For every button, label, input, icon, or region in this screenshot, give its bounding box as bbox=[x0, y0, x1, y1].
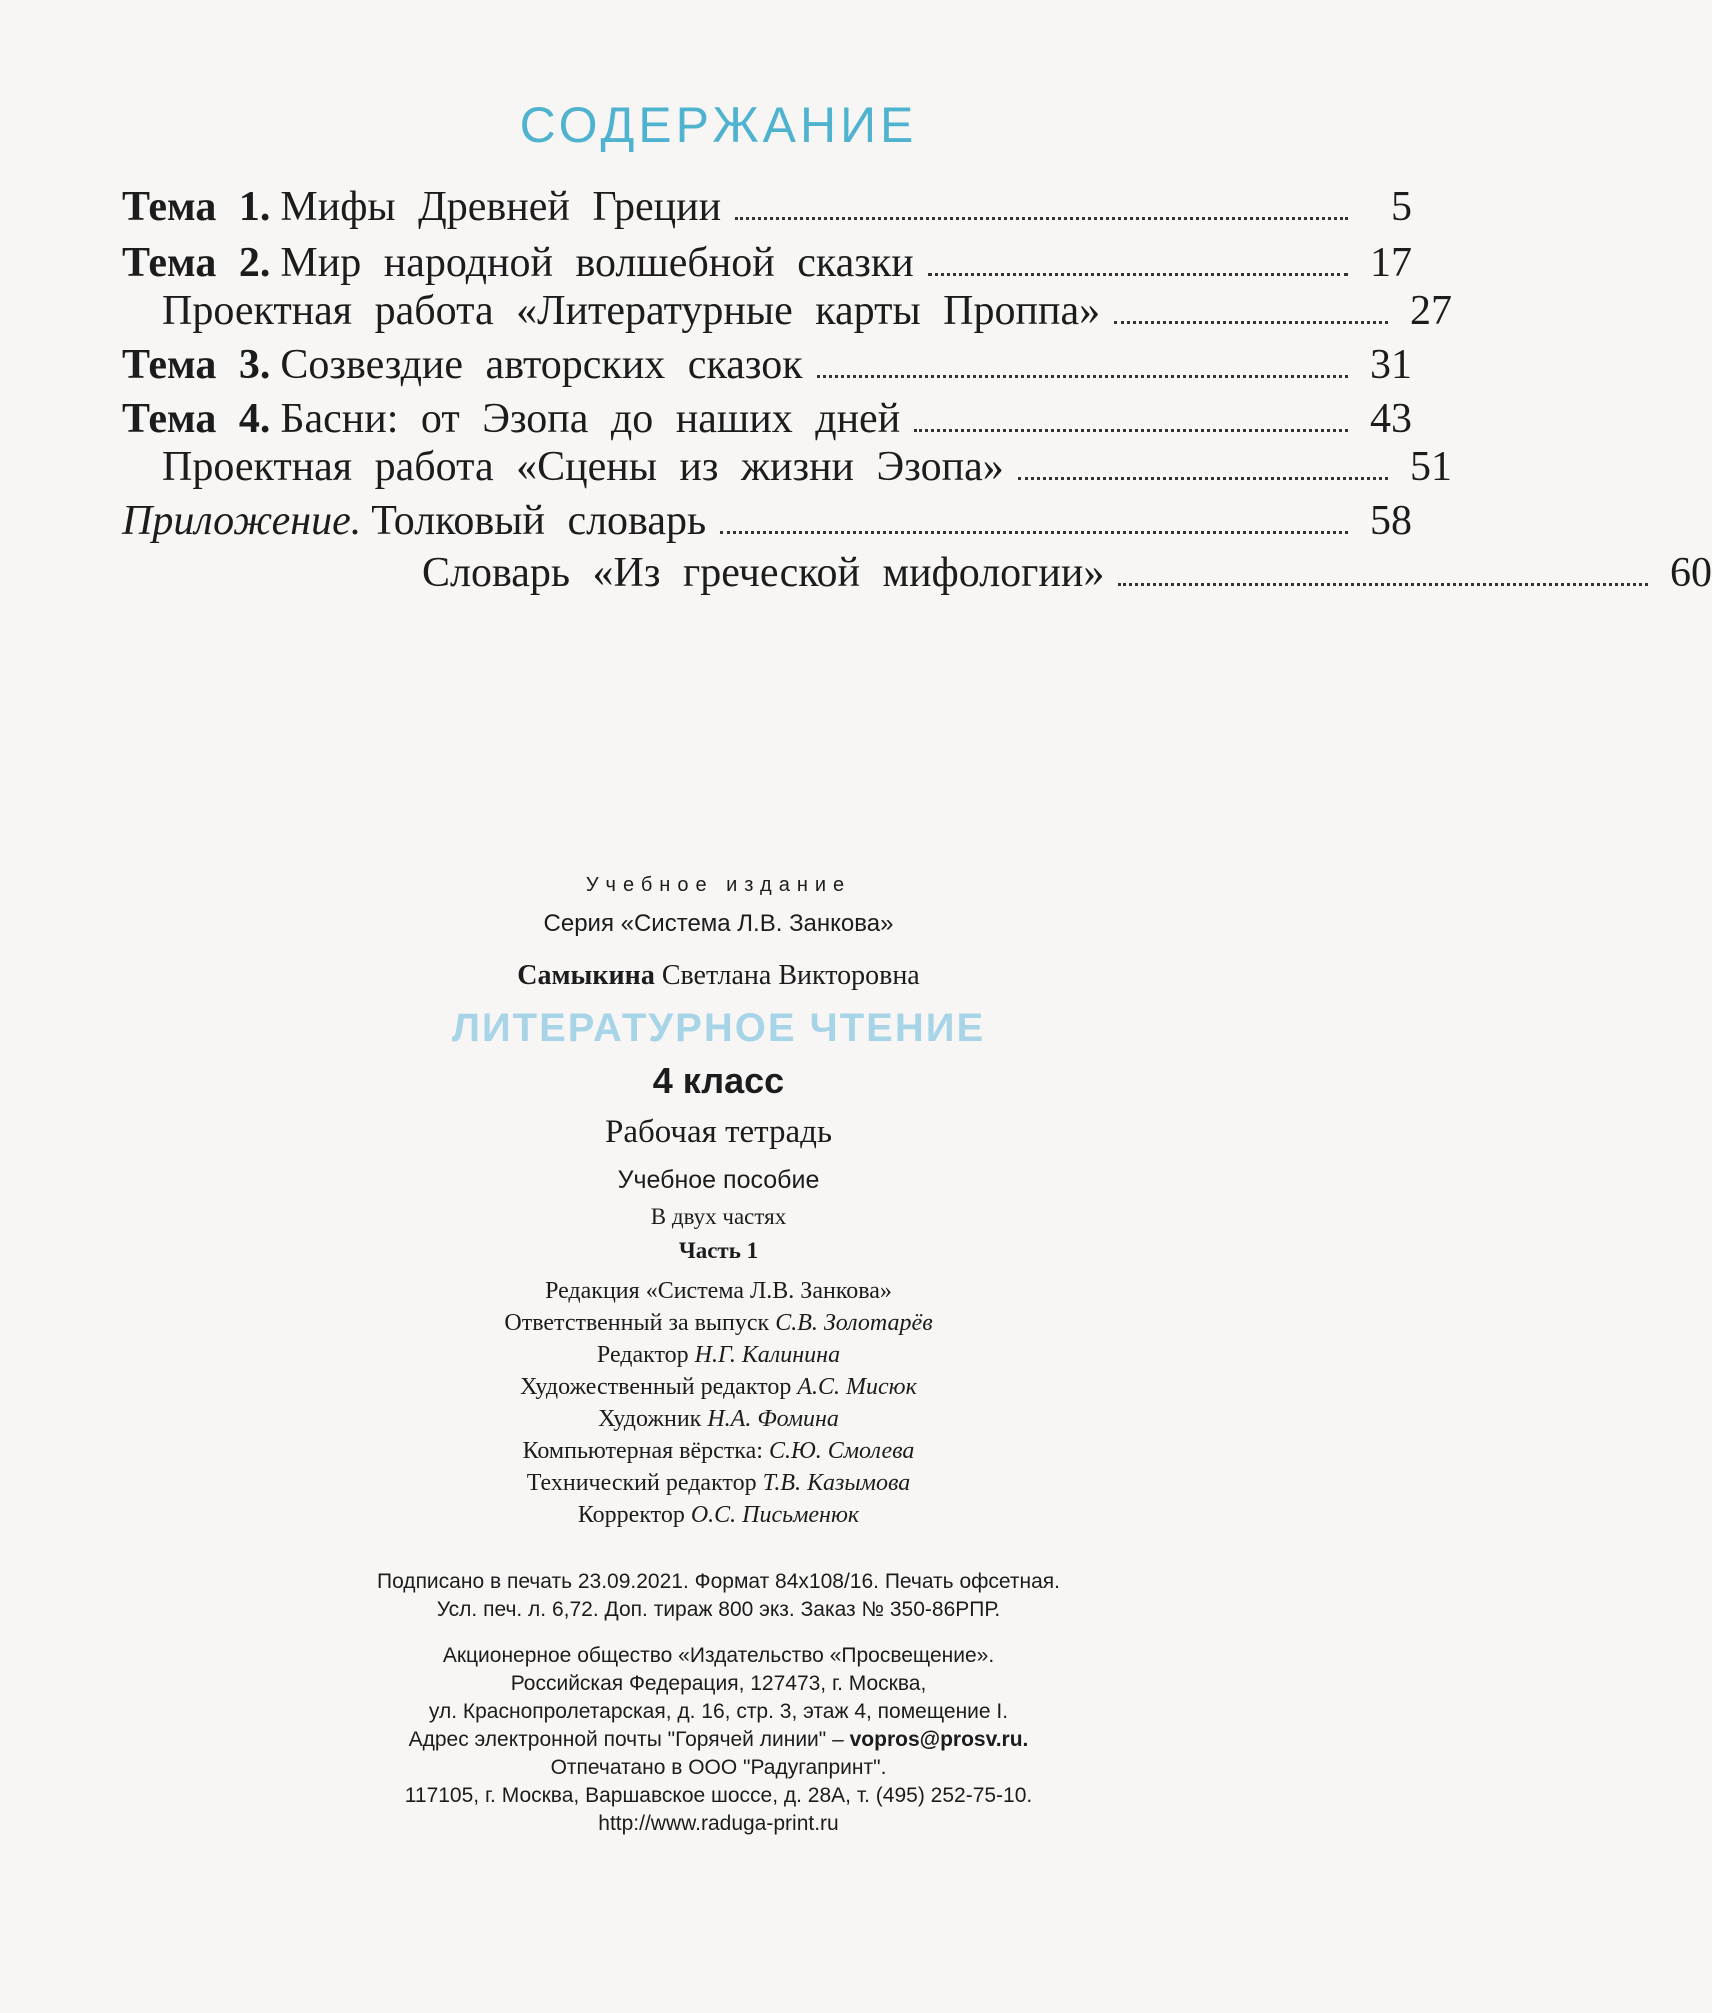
credit-line bbox=[0, 1342, 1437, 1369]
credit-line bbox=[0, 1278, 1437, 1305]
print-info-line: Подписано в печать 23.09.2021. Формат 84x108/16. Печать офсетная. bbox=[377, 1570, 1060, 1593]
printer-line: Отпечатано в ООО "Радугапринт". bbox=[550, 1756, 887, 1779]
toc-entry-prefix: Приложение. bbox=[122, 498, 362, 544]
printer-line: 117105, г. Москва, Варшавское шоссе, д. 28А, т. (495) 252-75-10. bbox=[404, 1784, 1033, 1807]
dot-leader bbox=[1018, 477, 1388, 480]
dot-leader bbox=[720, 531, 1348, 534]
toc-entry-page: 31 bbox=[1370, 342, 1412, 388]
credit-line bbox=[0, 1374, 1437, 1401]
credit-line bbox=[0, 1438, 1437, 1465]
toc-entry-prefix: Тема 1. bbox=[122, 184, 271, 230]
credit-name: О.С. Письменюк bbox=[690, 1502, 860, 1528]
credit-role: Компьютерная вёрстка: bbox=[522, 1438, 763, 1464]
toc-entry bbox=[122, 546, 1712, 600]
dot-leader bbox=[817, 375, 1348, 378]
book-title: ЛИТЕРАТУРНОЕ ЧТЕНИЕ bbox=[451, 1006, 986, 1050]
toc-heading: СОДЕРЖАНИЕ bbox=[519, 97, 918, 153]
toc-entry bbox=[122, 392, 1412, 446]
toc-entry-prefix: Тема 4. bbox=[122, 396, 271, 442]
toc-entry-page: 17 bbox=[1370, 240, 1412, 286]
toc-entry-title: Проектная работа «Литературные карты Проппа» bbox=[162, 288, 1101, 334]
credit-name: «Система Л.В. Занкова» bbox=[645, 1278, 892, 1304]
author-surname: Самыкина bbox=[517, 960, 655, 991]
parts-note: В двух частях bbox=[650, 1204, 787, 1229]
credit-role: Редакция bbox=[545, 1278, 640, 1304]
credit-name: С.В. Золотарёв bbox=[775, 1310, 933, 1336]
credit-line bbox=[0, 1310, 1437, 1337]
toc-entry-page: 27 bbox=[1410, 288, 1452, 334]
dot-leader bbox=[1118, 583, 1648, 586]
credit-line bbox=[0, 1470, 1437, 1497]
grade-label: 4 класс bbox=[652, 1060, 785, 1101]
toc-entry-page: 51 bbox=[1410, 444, 1452, 490]
publisher-line: Акционерное общество «Издательство «Просвещение». bbox=[442, 1644, 995, 1667]
toc-entry-page: 58 bbox=[1370, 498, 1412, 544]
toc-entry-page: 43 bbox=[1370, 396, 1412, 442]
publisher-line: ул. Краснопролетарская, д. 16, стр. 3, этаж 4, помещение I. bbox=[428, 1700, 1009, 1723]
credit-name: Н.Г. Калинина bbox=[694, 1342, 841, 1368]
toc-entry-title: Проектная работа «Сцены из жизни Эзопа» bbox=[162, 444, 1004, 490]
email-line bbox=[0, 1728, 1437, 1752]
credit-name: С.Ю. Смолева bbox=[768, 1438, 915, 1464]
toc-entry bbox=[122, 284, 1452, 338]
part-number: Часть 1 bbox=[678, 1238, 759, 1263]
publisher-line: Российская Федерация, 127473, г. Москва, bbox=[510, 1672, 927, 1695]
credit-line bbox=[0, 1502, 1437, 1529]
toc-entry bbox=[122, 338, 1412, 392]
credit-role: Технический редактор bbox=[526, 1470, 757, 1496]
toc-entry-prefix: Тема 3. bbox=[122, 342, 271, 388]
credit-name: Н.А. Фомина bbox=[707, 1406, 839, 1432]
book-type: Рабочая тетрадь bbox=[605, 1114, 832, 1150]
credit-role: Редактор bbox=[596, 1342, 689, 1368]
credit-name: Т.В. Казымова bbox=[762, 1470, 911, 1496]
toc-entry-title: Толковый словарь bbox=[371, 498, 707, 544]
toc-entry bbox=[122, 494, 1412, 548]
credit-name: А.С. Мисюк bbox=[797, 1374, 917, 1400]
email-label: Адрес электронной почты "Горячей линии" – bbox=[408, 1728, 844, 1751]
toc-entry-title: Басни: от Эзопа до наших дней bbox=[280, 396, 901, 442]
toc-entry-page: 5 bbox=[1391, 184, 1412, 230]
credit-line bbox=[0, 1406, 1437, 1433]
dot-leader bbox=[914, 429, 1348, 432]
toc-entry bbox=[122, 180, 1412, 234]
edition-kind: Учебное издание bbox=[585, 874, 852, 896]
series-line: Серия «Система Л.В. Занкова» bbox=[543, 910, 894, 937]
print-info-line: Усл. печ. л. 6,72. Доп. тираж 800 экз. Заказ № 350-86РПР. bbox=[436, 1598, 1001, 1621]
credit-role: Корректор bbox=[577, 1502, 685, 1528]
author-name: Светлана Викторовна bbox=[661, 960, 920, 991]
credit-role: Художник bbox=[598, 1406, 702, 1432]
toc-entry-title: Мир народной волшебной сказки bbox=[280, 240, 914, 286]
toc-entry bbox=[122, 236, 1412, 290]
toc-entry-title: Словарь «Из греческой мифологии» bbox=[422, 550, 1105, 596]
toc-entry bbox=[122, 440, 1452, 494]
toc-entry-title: Созвездие авторских сказок bbox=[280, 342, 803, 388]
author-line bbox=[0, 960, 1437, 992]
toc-entry-page: 60 bbox=[1670, 550, 1712, 596]
dot-leader bbox=[1114, 321, 1388, 324]
credit-role: Ответственный за выпуск bbox=[504, 1310, 770, 1336]
dot-leader bbox=[928, 273, 1348, 276]
toc-entry-title: Мифы Древней Греции bbox=[280, 184, 722, 230]
credit-role: Художественный редактор bbox=[520, 1374, 792, 1400]
toc-entry-prefix: Тема 2. bbox=[122, 240, 271, 286]
dot-leader bbox=[735, 217, 1348, 220]
printer-url: http://www.raduga-print.ru bbox=[598, 1812, 839, 1835]
book-subtitle: Учебное пособие bbox=[617, 1166, 820, 1194]
email-address: vopros@prosv.ru. bbox=[849, 1728, 1029, 1751]
